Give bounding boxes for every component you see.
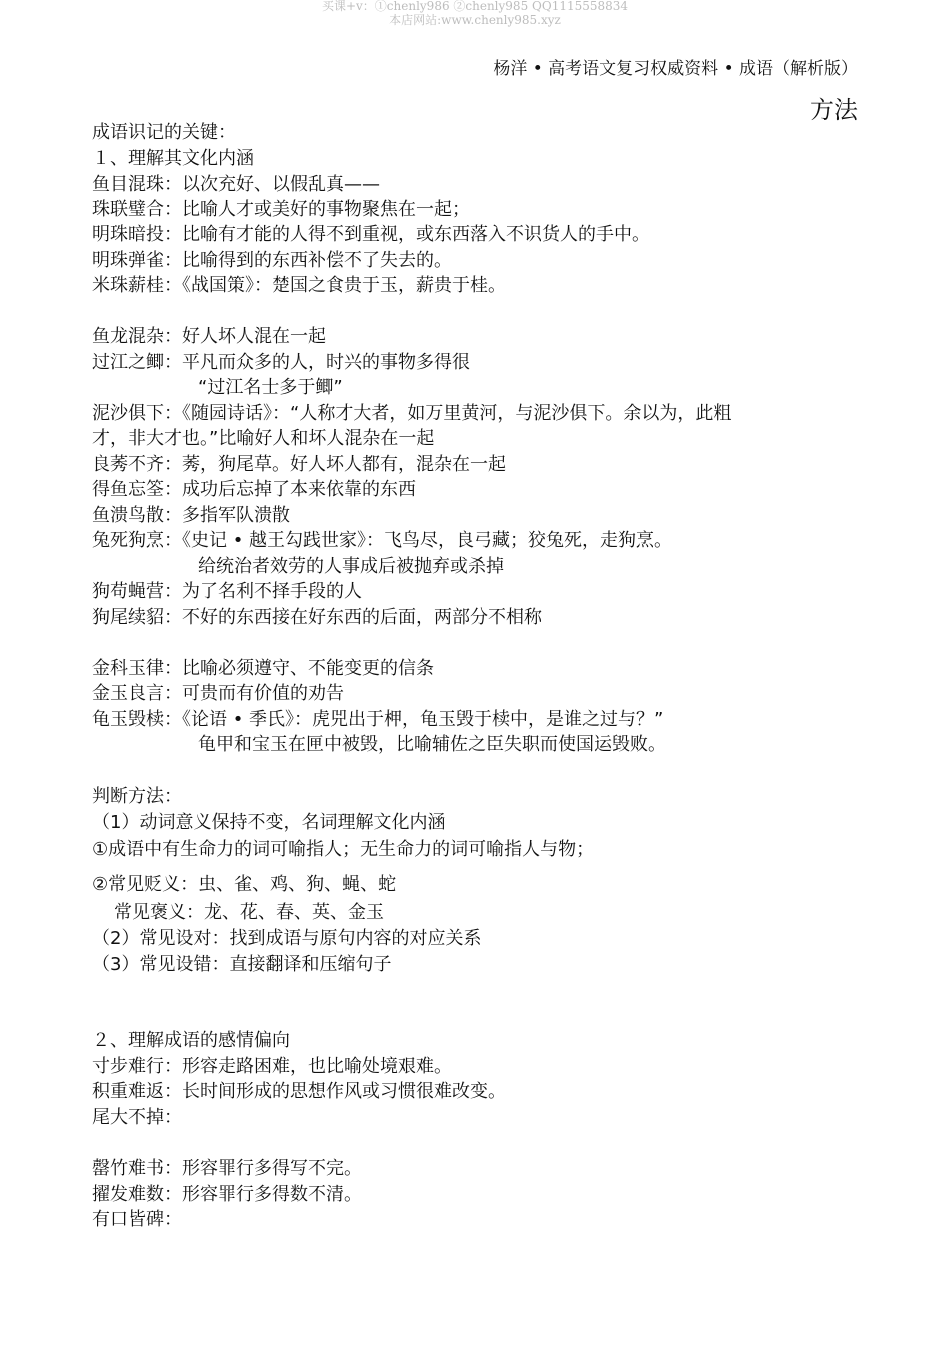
watermark-line-2: 本店网站:www.chenly985.xyz	[389, 13, 561, 27]
idiom-line: 鱼溃鸟散：多指军队溃散	[92, 505, 290, 526]
idiom-line: 兔死狗烹：《史记 • 越王勾践世家》：飞鸟尽，良弓藏；狡兔死，走狗烹。	[92, 530, 673, 551]
idiom-line: 明珠暗投：比喻有才能的人得不到重视，或东西落入不识货人的手中。	[92, 224, 650, 245]
intro-heading: 成语识记的关键：	[92, 122, 236, 143]
idiom-line: 珠联璧合：比喻人才或美好的事物聚焦在一起；	[92, 199, 470, 220]
idiom-continuation: 龟甲和宝玉在匣中被毁，比喻辅佐之臣失职而使国运毁败。	[198, 734, 666, 755]
idiom-line: 龟玉毁椟：《论语 • 季氏》：虎兕出于柙，龟玉毁于椟中，是谁之过与？”	[92, 709, 664, 730]
idiom-line: 明珠弹雀：比喻得到的东西补偿不了失去的。	[92, 250, 452, 271]
idiom-line: 米珠薪桂：《战国策》：楚国之食贵于玉，薪贵于桂。	[92, 275, 506, 296]
idiom-line: 金玉良言：可贵而有价值的劝告	[92, 683, 344, 704]
idiom-line: 狗苟蝇营：为了名利不择手段的人	[92, 581, 362, 602]
subsection-heading-1: １、理解其文化内涵	[92, 148, 254, 169]
method-rule: 常见褒义：龙、花、春、英、金玉	[114, 902, 384, 923]
idiom-line: 得鱼忘筌：成功后忘掉了本来依靠的东西	[92, 479, 416, 500]
idiom-line: 鱼龙混杂：好人坏人混在一起	[92, 326, 326, 347]
document-header: 杨洋 • 高考语文复习权威资料 • 成语（解析版）	[493, 59, 858, 79]
idiom-line: 过江之鲫：平凡而众多的人，时兴的事物多得很	[92, 352, 470, 373]
idiom-continuation: 才，非大才也。”比喻好人和坏人混杂在一起	[92, 428, 435, 449]
method-rule: ①成语中有生命力的词可喻指人；无生命力的词可喻指人与物；	[92, 839, 595, 860]
idiom-line: 鱼目混珠：以次充好、以假乱真——	[92, 174, 380, 195]
idiom-line: 良莠不齐：莠，狗尾草。好人坏人都有，混杂在一起	[92, 454, 506, 475]
method-heading: 判断方法：	[92, 786, 182, 807]
idiom-line: 狗尾续貂：不好的东西接在好东西的后面，两部分不相称	[92, 607, 542, 628]
idiom-line: 罄竹难书：形容罪行多得写不完。	[92, 1158, 362, 1179]
section-title: 方法	[810, 96, 858, 124]
method-rule: （2）常见设对：找到成语与原句内容的对应关系	[92, 928, 482, 949]
method-rule: （1）动词意义保持不变，名词理解文化内涵	[92, 812, 446, 833]
method-rule: （3）常见设错：直接翻译和压缩句子	[92, 954, 392, 975]
idiom-line: 金科玉律：比喻必须遵守、不能变更的信条	[92, 658, 434, 679]
idiom-continuation: 给统治者效劳的人事成后被抛弃或杀掉	[198, 556, 504, 577]
idiom-line: 寸步难行：形容走路困难，也比喻处境艰难。	[92, 1056, 452, 1077]
idiom-continuation: “过江名士多于鲫”	[198, 377, 343, 398]
method-rule: ②常见贬义：虫、雀、鸡、狗、蝇、蛇	[92, 874, 397, 895]
idiom-line: 泥沙俱下：《随园诗话》：“人称才大者，如万里黄河，与泥沙俱下。余以为，此粗	[92, 403, 732, 424]
idiom-line: 尾大不掉：	[92, 1107, 182, 1128]
watermark-line-1: 买课+v：①chenly986 ②chenly985 QQ1115558834	[321, 0, 629, 13]
idiom-line: 有口皆碑：	[92, 1209, 182, 1230]
idiom-line: 积重难返：长时间形成的思想作风或习惯很难改变。	[92, 1081, 506, 1102]
subsection-heading-2: ２、理解成语的感情偏向	[92, 1030, 290, 1051]
idiom-line: 擢发难数：形容罪行多得数不清。	[92, 1184, 362, 1205]
